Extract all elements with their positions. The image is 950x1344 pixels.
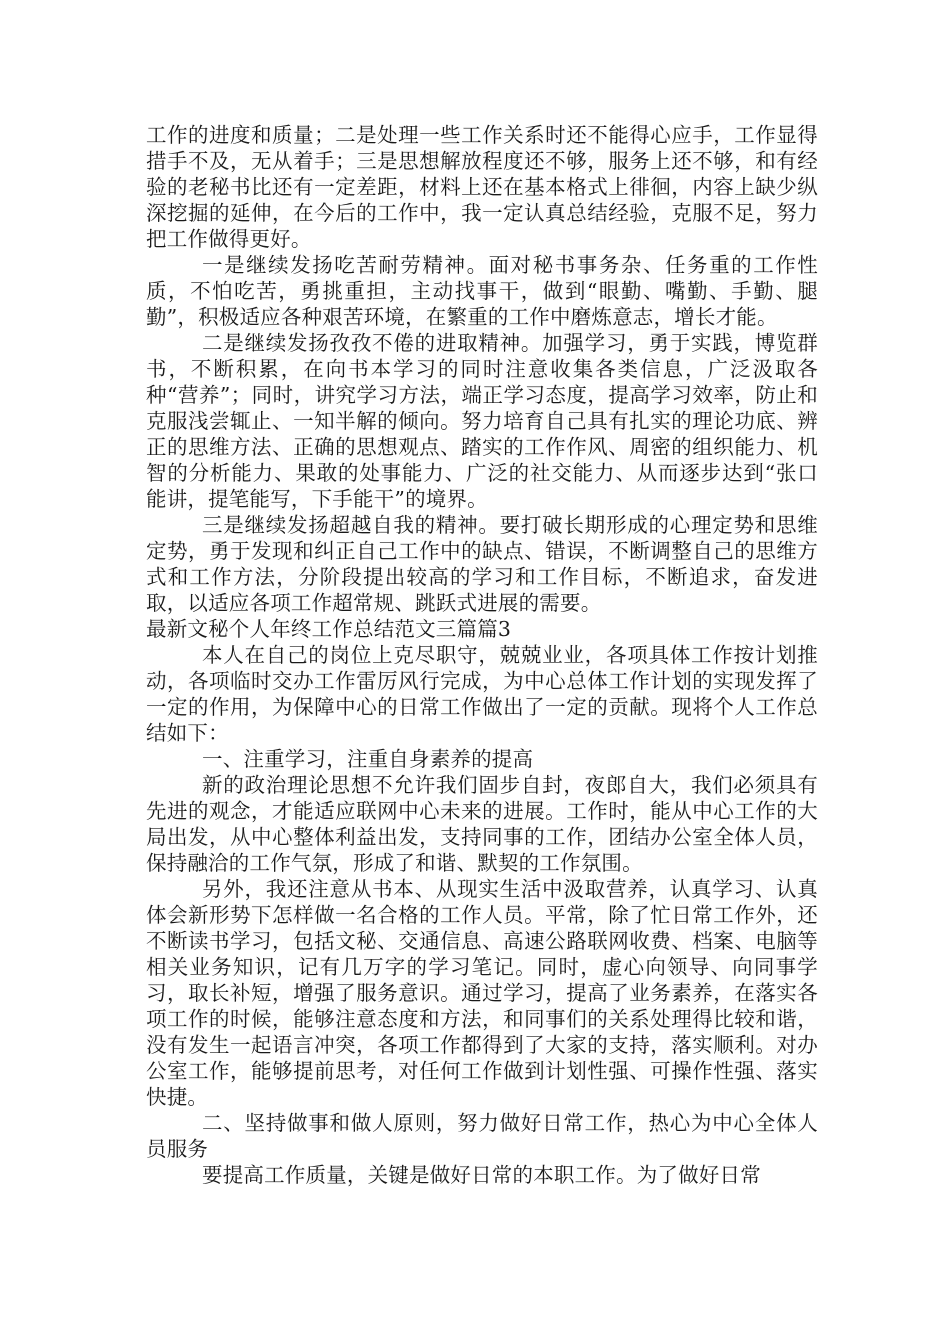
paragraph-quality: 要提高工作质量，关键是做好日常的本职工作。为了做好日常 — [202, 1163, 761, 1187]
paragraph-learning: 另外，我还注意从书本、从现实生活中汲取营养，认真学习、认真体会新形势下怎样做一名合格的工作人员。平常，除了忙日常工作外，还不断读书学习，包括文秘、交通信息、高速公路联网收费、档案、电脑等相关业务知识，记有几万字的学习笔记。同时，虚心向领导、向同事学习，取长补短，增强了服务意识。通过学习，提高了业务素养，在落实各项工作的时候，能够注意态度和方法，和同事们的关系处理得比较和谐，没有发生一起语言冲突，各项工作都得到了大家的支持，落实顺利。对办公室工作，能够提前思考，对任何工作做到计划性强、可操作性强、落实快捷。 — [146, 877, 818, 1109]
paragraph-intro: 本人在自己的岗位上克尽职守，兢兢业业，各项具体工作按计划推动，各项临时交办工作雷厉风行完成，为中心总体工作计划的实现发挥了一定的作用，为保障中心的日常工作做出了一定的贡献。现将个人工作总结如下： — [146, 643, 818, 745]
subheading-study: 一、注重学习，注重自身素养的提高 — [202, 747, 534, 771]
paragraph-self-surpassing: 三是继续发扬超越自我的精神。要打破长期形成的心理定势和思维定势，勇于发现和纠正自己工作中的缺点、错误，不断调整自己的思维方式和工作方法，分阶段提出较高的学习和工作目标，不断追求，奋发进取，以适应各项工作超常规、跳跃式进展的需要。 — [146, 513, 818, 615]
paragraph-diligence: 一是继续发扬吃苦耐劳精神。面对秘书事务杂、任务重的工作性质，不怕吃苦，勇挑重担，主动找事干，做到“眼勤、嘴勤、手勤、腿勤”，积极适应各种艰苦环境，在繁重的工作中磨炼意志，增长才能。 — [146, 253, 818, 329]
subheading-principles: 二、坚持做事和做人原则，努力做好日常工作，热心为中心全体人员服务 — [146, 1111, 818, 1161]
document-page — [146, 122, 818, 1188]
paragraph-continuation: 工作的进度和质量；二是处理一些工作关系时还不能得心应手，工作显得措手不及，无从着手；三是思想解放程度还不够，服务上还不够，和有经验的老秘书比还有一定差距，材料上还在基本格式上徘徊，内容上缺少纵深挖掘的延伸，在今后的工作中，我一定认真总结经验，克服不足，努力把工作做得更好。 — [146, 123, 818, 251]
section-heading: 最新文秘个人年终工作总结范文三篇篇3 — [146, 617, 512, 641]
paragraph-political-theory: 新的政治理论思想不允许我们固步自封，夜郎自大，我们必须具有先进的观念，才能适应联网中心未来的进展。工作时，能从中心工作的大局出发，从中心整体利益出发，支持同事的工作，团结办公室全体人员，保持融洽的工作气氛，形成了和谐、默契的工作氛围。 — [146, 773, 818, 875]
paragraph-enterprising: 二是继续发扬孜孜不倦的进取精神。加强学习，勇于实践，博览群书，不断积累，在向书本学习的同时注意收集各类信息，广泛汲取各种“营养”；同时，讲究学习方法，端正学习态度，提高学习效率，防止和克服浅尝辄止、一知半解的倾向。努力培育自己具有扎实的理论功底、辨正的思维方法、正确的思想观点、踏实的工作作风、周密的组织能力、机智的分析能力、果敢的处事能力、广泛的社交能力、从而逐步达到“张口能讲，提笔能写，下手能干”的境界。 — [146, 331, 818, 511]
